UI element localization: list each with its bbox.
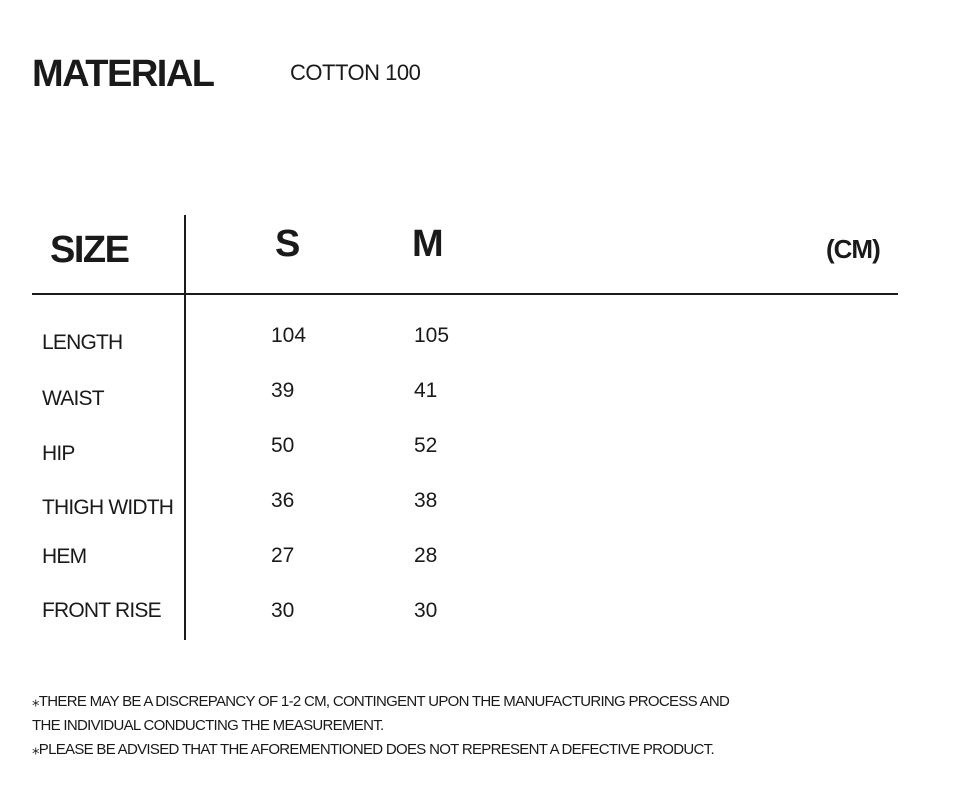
unit-label: (CM)	[826, 234, 880, 264]
cell-thigh-width-s: 36	[271, 489, 295, 512]
size-notes	[32, 690, 729, 762]
row-label-waist: WAIST	[42, 387, 104, 410]
column-header-s: S	[275, 223, 301, 265]
cell-hem-m: 28	[414, 544, 438, 567]
note-line-measurement: THE INDIVIDUAL CONDUCTING THE MEASUREMENT.	[32, 717, 384, 734]
cell-front-rise-s: 30	[271, 599, 295, 622]
table-vertical-divider	[184, 215, 186, 640]
cell-hip-s: 50	[271, 434, 295, 457]
cell-thigh-width-m: 38	[414, 489, 438, 512]
cell-length-m: 105	[414, 324, 450, 347]
row-label-front-rise: FRONT RISE	[42, 599, 161, 622]
cell-front-rise-m: 30	[414, 599, 438, 622]
cell-hip-m: 52	[414, 434, 438, 457]
cell-hem-s: 27	[271, 544, 295, 567]
row-label-hem: HEM	[42, 545, 87, 568]
cell-length-s: 104	[271, 324, 307, 347]
row-label-hip: HIP	[42, 442, 75, 465]
material-heading: MATERIAL	[32, 53, 214, 95]
table-horizontal-divider	[32, 293, 898, 295]
row-label-thigh-width: THIGH WIDTH	[42, 496, 174, 519]
column-header-m: M	[412, 223, 444, 265]
cell-waist-m: 41	[414, 379, 438, 402]
note-line-not-defective: ⁎PLEASE BE ADVISED THAT THE AFOREMENTIONED DOES NOT REPRESENT A DEFECTIVE PRODUCT.	[32, 741, 714, 758]
row-label-length: LENGTH	[42, 331, 123, 354]
material-value: COTTON 100	[290, 60, 421, 85]
cell-waist-s: 39	[271, 379, 295, 402]
note-line-discrepancy: ⁎THERE MAY BE A DISCREPANCY OF 1-2 CM, CONTINGENT UPON THE MANUFACTURING PROCESS AND	[32, 693, 730, 710]
size-heading: SIZE	[50, 229, 129, 271]
